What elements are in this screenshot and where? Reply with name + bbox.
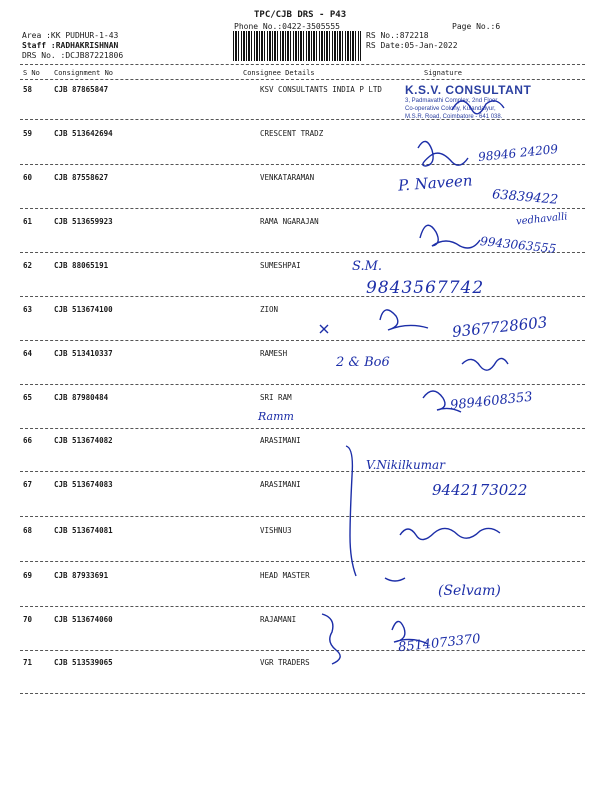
handwritten-note: 9367728603 bbox=[451, 313, 549, 341]
row-consignment: CJB 513674081 bbox=[54, 526, 113, 535]
row-consignment: CJB 87558627 bbox=[54, 173, 109, 182]
row-sno: 58 bbox=[23, 85, 33, 94]
row-consignment: CJB 88065191 bbox=[54, 261, 109, 270]
row-consignment: CJB 513659923 bbox=[54, 217, 113, 226]
row-sno: 61 bbox=[23, 217, 33, 226]
handwritten-note: 9442173022 bbox=[432, 481, 528, 499]
row-sno: 63 bbox=[23, 305, 33, 314]
col-sno: S No bbox=[23, 69, 40, 77]
rs-date: RS Date:05-Jan-2022 bbox=[366, 41, 458, 50]
row-consignee: CRESCENT TRADZ bbox=[260, 129, 324, 138]
row-consignment: CJB 513674083 bbox=[54, 480, 113, 489]
row-consignment: CJB 513642694 bbox=[54, 129, 113, 138]
row-sno: 62 bbox=[23, 261, 33, 270]
row-consignee: HEAD MASTER bbox=[260, 571, 310, 580]
row-consignee: VGR TRADERS bbox=[260, 658, 310, 667]
row-sno: 64 bbox=[23, 349, 33, 358]
row-consignment: CJB 513674082 bbox=[54, 436, 113, 445]
row-sno: 68 bbox=[23, 526, 33, 535]
page-number: Page No.:6 bbox=[452, 22, 501, 31]
stamp-address-line: 3, Padmavathi Complex, 2nd Floor, bbox=[405, 98, 499, 104]
col-consignment: Consignment No bbox=[54, 69, 114, 77]
handwritten-note: Ramm bbox=[258, 410, 294, 423]
handwritten-note: V.Nikilkumar bbox=[366, 458, 445, 472]
col-consignee: Consignee Details bbox=[243, 69, 315, 77]
row-sno: 60 bbox=[23, 173, 33, 182]
row-consignee: KSV CONSULTANTS INDIA P LTD bbox=[260, 85, 382, 94]
row-sno: 59 bbox=[23, 129, 33, 138]
row-sno: 70 bbox=[23, 615, 33, 624]
row-consignee: SRI RAM bbox=[260, 393, 292, 402]
row-sno: 69 bbox=[23, 571, 33, 580]
row-consignee: SUMESHPAI bbox=[260, 261, 301, 270]
row-consignment: CJB 87980484 bbox=[54, 393, 109, 402]
staff-label: Staff :RADHAKRISHNAN bbox=[22, 41, 119, 50]
stamp-address-line: Co-operative Colony, Kulandaiyur, bbox=[405, 106, 496, 112]
handwritten-note: 2 & Bo6 bbox=[336, 355, 390, 370]
row-consignment: CJB 87865847 bbox=[54, 85, 109, 94]
area-label: Area :KK PUDHUR-1-43 bbox=[22, 31, 119, 40]
row-consignee: ARASIMANI bbox=[260, 436, 301, 445]
row-sno: 65 bbox=[23, 393, 33, 402]
row-consignee: ARASIMANI bbox=[260, 480, 301, 489]
row-consignee: RAMA NGARAJAN bbox=[260, 217, 319, 226]
handwritten-note: S.M. bbox=[352, 259, 383, 274]
report-title: TPC/CJB DRS - P43 bbox=[254, 10, 347, 20]
row-consignee: VISHNU3 bbox=[260, 526, 292, 535]
phone-number: Phone No.:0422-3505555 bbox=[234, 22, 340, 31]
row-sno: 71 bbox=[23, 658, 33, 667]
rs-number: RS No.:872218 bbox=[366, 31, 429, 40]
row-consignee: RAMESH bbox=[260, 349, 288, 358]
row-sno: 66 bbox=[23, 436, 33, 445]
handwritten-note: 8514073370 bbox=[397, 631, 482, 656]
stamp-company: K.S.V. CONSULTANT bbox=[405, 83, 532, 97]
handwritten-note: 98946 24209 bbox=[477, 141, 559, 165]
row-sno: 67 bbox=[23, 480, 33, 489]
row-consignment: CJB 513539065 bbox=[54, 658, 113, 667]
drs-number: DRS No. :DCJB87221806 bbox=[22, 51, 124, 60]
row-consignment: CJB 513674060 bbox=[54, 615, 113, 624]
row-consignment: CJB 513674100 bbox=[54, 305, 113, 314]
handwritten-note: P. Naveen bbox=[397, 171, 474, 195]
row-consignment: CJB 87933691 bbox=[54, 571, 109, 580]
row-consignee: VENKATARAMAN bbox=[260, 173, 315, 182]
row-consignee: ZION bbox=[260, 305, 279, 314]
handwritten-note: (Selvam) bbox=[438, 583, 501, 599]
row-consignee: RAJAMANI bbox=[260, 615, 297, 624]
handwritten-note: 63839422 bbox=[491, 187, 559, 208]
handwritten-note: 9843567742 bbox=[366, 278, 485, 298]
col-signature: Signature bbox=[424, 69, 462, 77]
row-consignment: CJB 513410337 bbox=[54, 349, 113, 358]
stamp-address-line: M.S.R. Road, Coimbatore - 641 038. bbox=[405, 114, 503, 120]
handwritten-note: vedhavalli bbox=[515, 211, 569, 228]
handwritten-note: 9943063555 bbox=[479, 234, 557, 256]
handwritten-note: 9894608353 bbox=[449, 389, 534, 414]
